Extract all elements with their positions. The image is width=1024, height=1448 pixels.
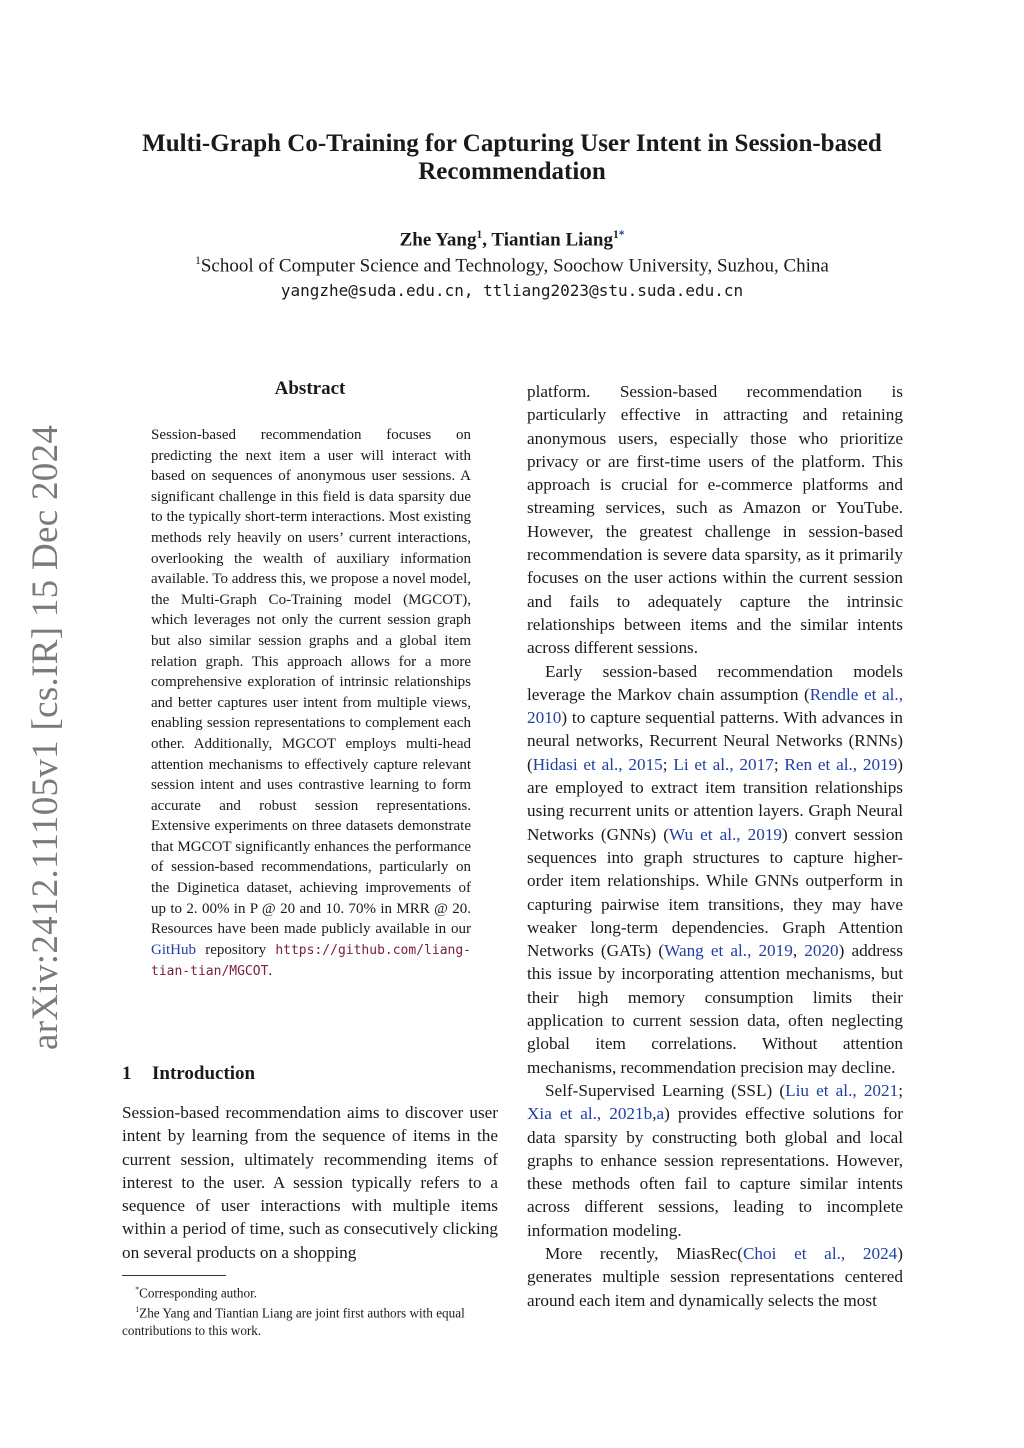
citation-link[interactable]: Wu et al., 2019 [669, 824, 783, 844]
paragraph [527, 1079, 903, 1242]
arxiv-identifier: arXiv:2412.11105v1 [cs.IR] 15 Dec 2024 [25, 424, 66, 1050]
abstract-text: Session-based recommendation focuses on predicting the next item a user will interact with based on sequences of anonymous user sessions. A significant challenge in this field is data sparsity due to the typically short-term interactions. Most existing methods rely heavily on users’ current interactions, overlooking the wealth of auxiliary information available. To address this, we propose a novel model, the Multi-Graph Co-Training model (MGCOT), which leverages not only the current session graph but also similar session graphs and a global item relation graph. This approach allows for a more comprehensive exploration of intrinsic relationships and better captures user intent from multiple views, enabling session representations to complement each other. Additionally, MGCOT employs multi-head attention mechanisms to effectively capture relevant session intent and uses contrastive learning to form accurate and robust session representations. Extensive experiments on three datasets demonstrate that MGCOT significantly enhances the performance of session-based recommendations, particularly on the Diginetica dataset, achieving improvements of up to 2. 00% in P @ 20 and 10. 70% in MRR @ 20. Resources have been made publicly available in our [151, 427, 471, 938]
title-line-1: Multi-Graph Co-Training for Capturing User Intent in Session-based [142, 130, 882, 157]
text-run: , [652, 1104, 657, 1124]
text-run: More recently, MiasRec( [545, 1243, 743, 1263]
paper-title [120, 130, 904, 186]
affiliation-text: School of Computer Science and Technology, Soochow University, Suzhou, China [200, 255, 829, 277]
repository-url-link[interactable]: https://github.com/liang-tian-tian/MGCOT [151, 942, 471, 980]
author-list [120, 229, 904, 251]
footnotes [122, 1281, 498, 1339]
text-run: ) to capture sequential patterns. With advances in neural networks, Recurrent Neural Networks (RNNs) ( [527, 708, 903, 774]
section-title: Introduction [152, 1063, 256, 1084]
affiliation [120, 255, 904, 277]
text-run: ) provides effective solutions for data sparsity by constructing both global and local graphs to enhance session representations. However, these methods often fail to capture similar intents across different sessions, leading to incomplete information modeling. [527, 1104, 903, 1240]
citation-link[interactable]: Liu et al., 2021 [785, 1080, 899, 1100]
paragraph: platform. Session-based recommendation is particularly effective in attracting and retaining anonymous users, especially those who prioritize privacy or are first-time users of the platform. This approach is crucial for e-commerce platforms and streaming services, such as Amazon or YouTube. However, the greatest challenge in session-based recommendation is severe data sparsity, as it primarily focuses on the user actions within the current session and fails to adequately capture the intrinsic relationships between items and the similar intents across different sessions. [527, 382, 903, 658]
author-affil-mark: 1 [476, 229, 483, 241]
citation-link[interactable]: Rendle et al., 2010 [527, 684, 903, 728]
text-run: ) generates multiple session representations centered around each item and dynamically selects the most [527, 1243, 903, 1310]
citation-link[interactable]: Xia et al., 2021b [527, 1104, 653, 1124]
paragraph [527, 1242, 903, 1312]
footnote [122, 1281, 498, 1301]
citation-link[interactable]: 2020 [804, 941, 839, 961]
citation-link[interactable]: Hidasi et al., 2015 [532, 754, 663, 774]
left-column-text [122, 1101, 498, 1264]
abstract-text: repository [196, 941, 276, 958]
text-run: ; [662, 754, 674, 774]
right-column-text [527, 380, 903, 1312]
footnote [122, 1301, 498, 1338]
paragraph [527, 660, 903, 1079]
title-line-2: Recommendation [418, 158, 606, 185]
text-run: Self-Supervised Learning (SSL) ( [545, 1080, 786, 1100]
footnote-divider [122, 1275, 226, 1276]
footnote-text: Zhe Yang and Tiantian Liang are joint first authors with equal contributions to this work. [122, 1305, 465, 1338]
section-heading-introduction [122, 1063, 255, 1085]
abstract-text: . [268, 963, 273, 980]
abstract-heading: Abstract [274, 378, 346, 399]
footnote-mark: * [135, 1285, 140, 1294]
paragraph: Session-based recommendation aims to discover user intent by learning from the sequence of items in the current session, ultimately recommending items of interest to the user. A session typically refers to a sequence of user interactions with multiple items within a period of time, such as consecutively clicking on several products on a shopping [122, 1103, 498, 1262]
author-emails: yangzhe@suda.edu.cn, ttliang2023@stu.suda.edu.cn [280, 281, 744, 300]
text-run: ) are employed to extract item transition relationships using recurrent units or attention layers. Graph Neural Networks (GNNs) ( [527, 754, 903, 844]
corresponding-author-mark[interactable]: * [618, 229, 625, 241]
text-run: ) address this issue by incorporating attention mechanisms, but their high memory consumption limits their application to current session data, often neglecting global item correlations. Without attention mechanisms, recommendation precision may decline. [527, 941, 903, 1077]
text-run: Early session-based recommendation models leverage the Markov chain assumption ( [527, 661, 903, 704]
text-run: ) convert session sequences into graph structures to capture higher-order item relationships. While GNNs outperform in capturing pairwise item transitions, they may have weaker long-term dependencies. Graph Attention Networks (GATs) ( [527, 824, 904, 961]
affiliation-mark: 1 [195, 255, 201, 267]
abstract-body [151, 425, 471, 983]
text-run: , [792, 941, 805, 961]
github-link[interactable]: GitHub [151, 941, 196, 958]
section-number: 1 [122, 1063, 132, 1084]
author-affil-mark: 1 [613, 229, 619, 241]
footnote-text: Corresponding author. [139, 1285, 258, 1301]
author-name: Zhe Yang [399, 229, 477, 251]
citation-link[interactable]: a [656, 1104, 665, 1124]
text-run: ; [773, 754, 785, 774]
author-name: Tiantian Liang [491, 229, 613, 251]
footnote-mark: 1 [135, 1305, 140, 1315]
citation-link[interactable]: Wang et al., 2019 [664, 941, 793, 961]
citation-link[interactable]: Li et al., 2017 [673, 754, 774, 774]
text-run: ; [898, 1080, 903, 1100]
citation-link[interactable]: Ren et al., 2019 [784, 754, 898, 774]
citation-link[interactable]: Choi et al., 2024 [742, 1243, 898, 1263]
author-separator: , [482, 229, 492, 251]
